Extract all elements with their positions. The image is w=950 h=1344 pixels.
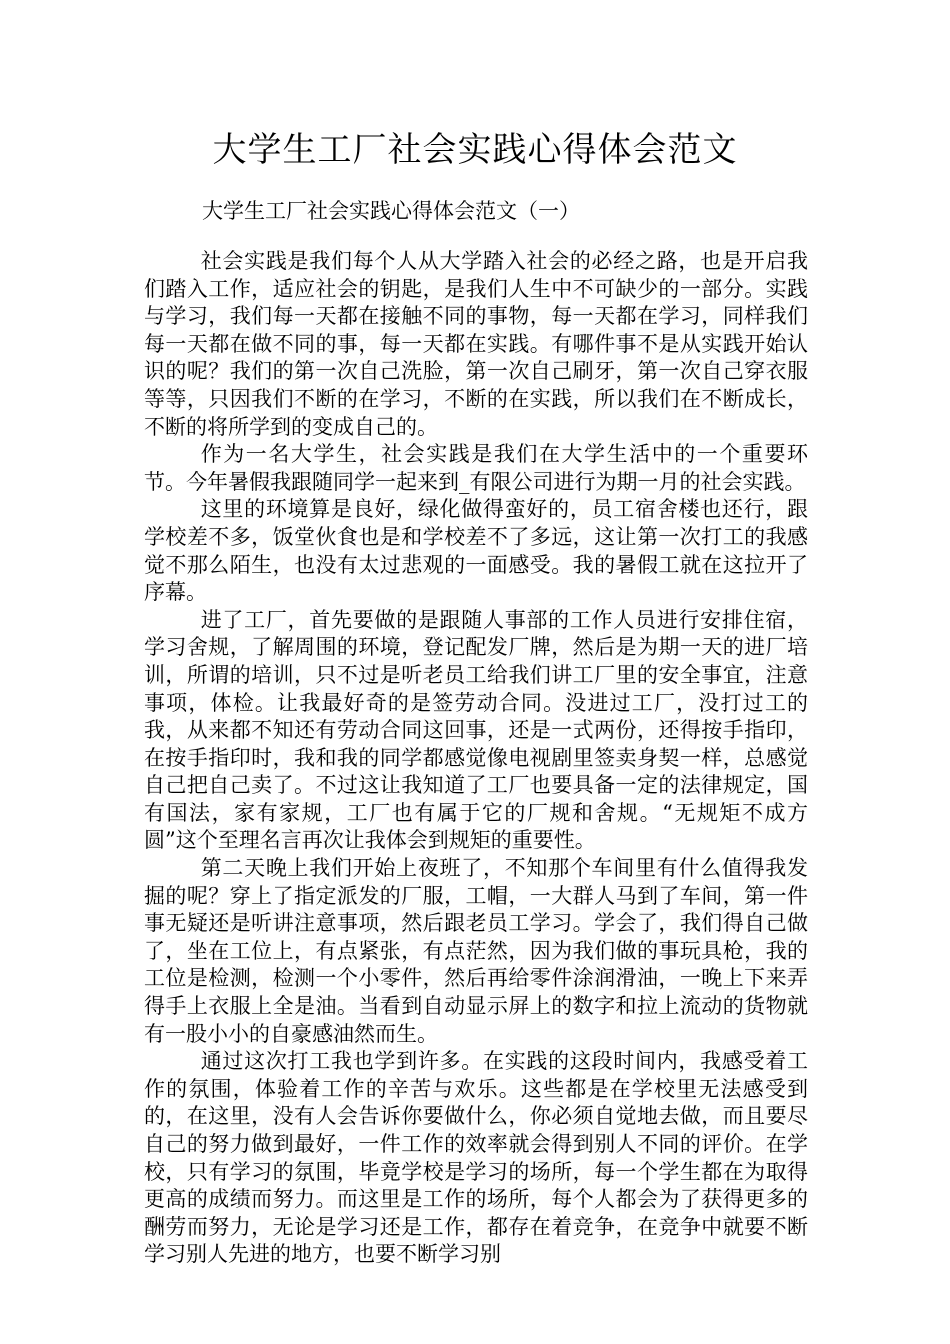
paragraph-1: 社会实践是我们每个人从大学踏入社会的必经之路，也是开启我们踏入工作，适应社会的钥匙，是我们人生中不可缺少的一部分。实践与学习，我们每一天都在接触不同的事物，每一天都在学习，同样我们每一天都在做不同的事，每一天都在实践。有哪件事不是从实践开始认识的呢？我们的第一次自己洗脸，第一次自己刷牙，第一次自己穿衣服等等，只因我们不断的在学习，不断的在实践，所以我们在不断成长，不断的将所学到的变成自己的。 xyxy=(144,249,808,439)
paragraph-5: 第二天晚上我们开始上夜班了，不知那个车间里有什么值得我发掘的呢？穿上了指定派发的厂服，工帽，一大群人马到了车间，第一件事无疑还是听讲注意事项，然后跟老员工学习。学会了，我们得自己做了，坐在工位上，有点紧张，有点茫然，因为我们做的事玩具枪，我的工位是检测，检测一个小零件，然后再给零件涂润滑油，一晚上下来弄得手上衣服上全是油。当看到自动显示屏上的数字和拉上流动的货物就有一股小小的自豪感油然而生。 xyxy=(144,856,808,1046)
paragraph-3: 这里的环境算是良好，绿化做得蛮好的，员工宿舍楼也还行，跟学校差不多，饭堂伙食也是和学校差不了多远，这让第一次打工的我感觉不那么陌生，也没有太过悲观的一面感受。我的暑假工就在这拉开了序幕。 xyxy=(144,497,808,605)
paragraph-6: 通过这次打工我也学到许多。在实践的这段时间内，我感受着工作的氛围，体验着工作的辛苦与欢乐。这些都是在学校里无法感受到的，在这里，没有人会告诉你要做什么，你必须自觉地去做，而且要尽自己的努力做到最好，一件工作的效率就会得到别人不同的评价。在学校，只有学习的氛围，毕竟学校是学习的场所，每一个学生都在为取得更高的成绩而努力。而这里是工作的场所，每个人都会为了获得更多的酬劳而努力，无论是学习还是工作，都存在着竞争，在竞争中就要不断学习别人先进的地方，也要不断学习别 xyxy=(144,1049,808,1267)
section-subtitle: 大学生工厂社会实践心得体会范文（一） xyxy=(202,199,580,223)
document-title: 大学生工厂社会实践心得体会范文 xyxy=(212,130,738,170)
paragraph-4: 进了工厂，首先要做的是跟随人事部的工作人员进行安排住宿，学习舍规，了解周围的环境，登记配发厂牌，然后是为期一天的进厂培训，所谓的培训，只不过是听老员工给我们讲工厂里的安全事宜，注意事项，体检。让我最好奇的是签劳动合同。没进过工厂，没打过工的我，从来都不知还有劳动合同这回事，还是一式两份，还得按手指印，在按手指印时，我和我的同学都感觉像电视剧里签卖身契一样，总感觉自己把自己卖了。不过这让我知道了工厂也要具备一定的法律规定，国有国法，家有家规，工厂也有属于它的厂规和舍规。“无规矩不成方圆”这个至理名言再次让我体会到规矩的重要性。 xyxy=(144,607,808,853)
paragraph-2: 作为一名大学生，社会实践是我们在大学生活中的一个重要环节。今年暑假我跟随同学一起来到_有限公司进行为期一月的社会实践。 xyxy=(144,442,808,494)
document-body xyxy=(144,248,808,1269)
